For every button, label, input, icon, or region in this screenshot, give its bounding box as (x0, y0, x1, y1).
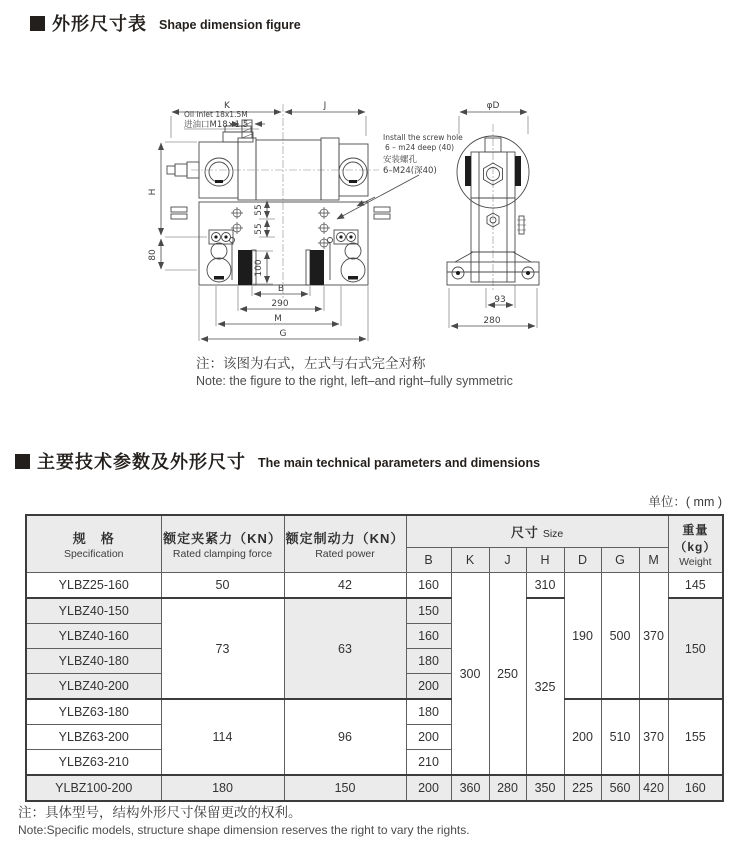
section-title-en: The main technical parameters and dimensions (258, 455, 541, 470)
oil-inlet-label-zh: 进油口M18×1.5 (184, 120, 249, 130)
dim-G: G (279, 329, 287, 339)
dim-H: H (148, 188, 158, 196)
spec-cell: YLBZ25-160 (26, 573, 161, 599)
footer-note-en: Note:Specific models, structure shape dimension reserves the right to vary the rights. (18, 823, 470, 837)
spec-cell: YLBZ100-200 (26, 775, 161, 801)
size-col-G: G (601, 548, 639, 573)
parameters-table (25, 514, 724, 802)
front-view (167, 120, 390, 285)
screw-note-zh2: 6–M24(深40) (383, 166, 437, 176)
spec-cell: YLBZ63-210 (26, 750, 161, 776)
dim-M: M (274, 314, 282, 324)
col-header-spec: 规 格 Specification (26, 515, 161, 573)
table-row: YLBZ25-160 50 42 160 300 250 310 190 500 370 145 (26, 573, 723, 599)
dim-55b: 55 (254, 223, 264, 235)
size-col-K: K (451, 548, 489, 573)
size-col-D: D (564, 548, 601, 573)
shape-dimension-figure (131, 80, 601, 352)
dim-B: B (277, 284, 285, 294)
section-title-zh: 主要技术参数及外形尺寸 (37, 452, 246, 472)
table-row: YLBZ40-180 180 (26, 649, 723, 674)
dim-55a: 55 (254, 204, 264, 216)
footer-note-zh: 注：具体型号，结构外形尺寸保留更改的权利。 (18, 805, 302, 820)
screw-hole-icon (231, 207, 330, 249)
dim-80: 80 (148, 249, 158, 261)
dim-93: 93 (494, 295, 506, 305)
section-parameters (15, 448, 540, 474)
size-col-M: M (639, 548, 668, 573)
size-col-H: H (526, 548, 564, 573)
table-row: YLBZ40-160 160 (26, 624, 723, 649)
brake-pads (214, 180, 358, 285)
extension-lines (165, 116, 537, 341)
unit-label: 单位：( mm ) (648, 495, 722, 509)
section-marker-icon (15, 454, 30, 469)
parameters-table-wrap (25, 514, 724, 802)
oil-inlet-label-en: Oil inlet 18x1.5M (184, 110, 248, 119)
spec-cell: YLBZ40-200 (26, 674, 161, 700)
dim-K: K (224, 101, 230, 111)
figure-note-en: Note: the figure to the right, left–and right–fully symmetric (196, 374, 513, 388)
screw-note-zh1: 安装螺孔 (383, 155, 418, 165)
table-row: YLBZ40-200 200 (26, 674, 723, 700)
spec-cell: YLBZ40-150 (26, 598, 161, 624)
table-row: YLBZ63-180 114 96 180 200 510 370 155 (26, 699, 723, 725)
table-row: YLBZ100-200 180 150 200 360 280 350 225 560 420 160 (26, 775, 723, 801)
section-shape-dimension (30, 10, 301, 36)
spec-cell: YLBZ63-200 (26, 725, 161, 750)
technical-drawing (131, 80, 601, 357)
col-header-size: 尺寸 Size (406, 515, 668, 548)
dim-phiD: φD (486, 101, 500, 111)
section-title-zh: 外形尺寸表 (52, 14, 147, 34)
dim-100: 100 (254, 259, 264, 277)
col-header-clamping-force: 额定夹紧力（KN） Rated clamping force (161, 515, 284, 573)
screw-note-en2: 6 – m24 deep (40) (385, 143, 455, 152)
size-col-J: J (489, 548, 526, 573)
screw-note-en1: Install the screw hole (383, 133, 463, 142)
size-col-B: B (406, 548, 451, 573)
col-header-weight: 重量（kg） Weight (668, 515, 723, 573)
section-title-en: Shape dimension figure (159, 17, 301, 32)
section-marker-icon (30, 16, 45, 31)
table-row: YLBZ63-200 200 (26, 725, 723, 750)
table-row: YLBZ63-210 210 (26, 750, 723, 776)
figure-note-zh: 注：该图为右式，左式与右式完全对称 (196, 356, 426, 371)
spec-cell: YLBZ40-180 (26, 649, 161, 674)
spec-cell: YLBZ40-160 (26, 624, 161, 649)
dim-280: 280 (483, 316, 501, 326)
dim-290: 290 (271, 299, 289, 309)
col-header-rated-power: 额定制动力（KN） Rated power (284, 515, 406, 573)
dim-J: J (323, 101, 327, 111)
spec-cell: YLBZ63-180 (26, 699, 161, 725)
footer-note (18, 801, 470, 837)
figure-note (196, 352, 513, 388)
table-row: YLBZ40-150 73 63 150 325 150 (26, 598, 723, 624)
